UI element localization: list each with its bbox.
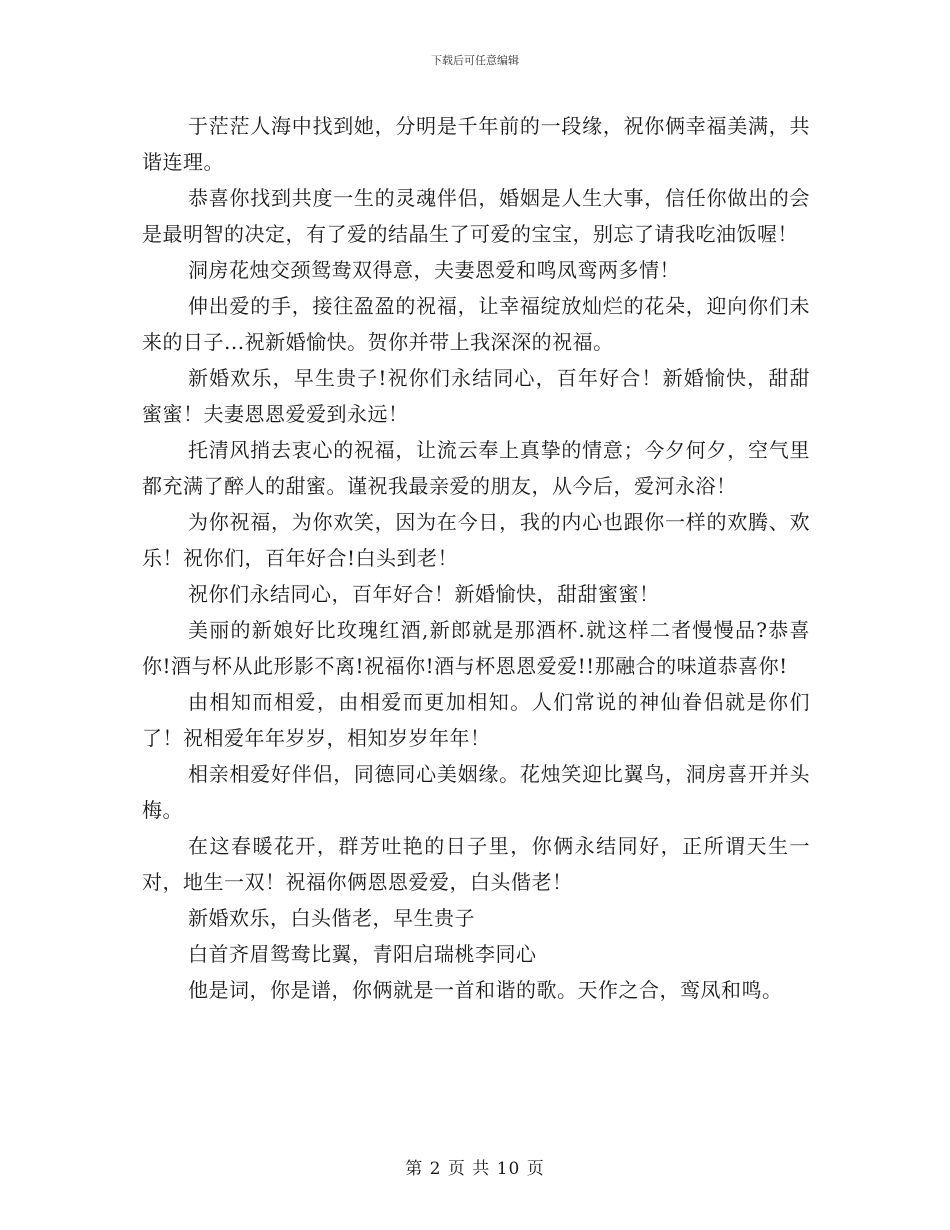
document-body xyxy=(142,108,810,1008)
page-number-footer: 第 2 页 共 10 页 xyxy=(405,1159,545,1179)
paragraph: 为你祝福，为你欢笑，因为在今日，我的内心也跟你一样的欢腾、欢乐！祝你们，百年好合!白头到老！ xyxy=(142,510,810,570)
paragraph: 伸出爱的手，接往盈盈的祝福，让幸福绽放灿烂的花朵，迎向你们未来的日子...祝新婚愉快。贺你并带上我深深的祝福。 xyxy=(142,294,810,354)
paragraph: 美丽的新娘好比玫瑰红酒,新郎就是那酒杯.就这样二者慢慢品?恭喜你!酒与杯从此形影不离!祝福你!酒与杯恩恩爱爱!!那融合的味道恭喜你! xyxy=(142,618,810,678)
paragraph: 祝你们永结同心，百年好合！新婚愉快，甜甜蜜蜜！ xyxy=(188,582,660,606)
paragraph: 在这春暖花开，群芳吐艳的日子里，你俩永结同好，正所谓天生一对，地生一双！祝福你俩恩恩爱爱，白头偕老！ xyxy=(142,834,810,894)
paragraph: 洞房花烛交颈鸳鸯双得意，夫妻恩爱和鸣凤鸾两多情！ xyxy=(188,258,680,282)
paragraph: 由相知而相爱，由相爱而更加相知。人们常说的神仙眷侣就是你们了！祝相爱年年岁岁，相知岁岁年年！ xyxy=(142,690,810,750)
paragraph: 相亲相爱好伴侣，同德同心美姻缘。花烛笑迎比翼鸟，洞房喜开并头梅。 xyxy=(142,762,810,822)
paragraph: 恭喜你找到共度一生的灵魂伴侣，婚姻是人生大事，信任你做出的会是最明智的决定，有了爱的结晶生了可爱的宝宝，别忘了请我吃油饭喔！ xyxy=(142,186,810,246)
paragraph: 托清风捎去衷心的祝福，让流云奉上真挚的情意；今夕何夕，空气里都充满了醉人的甜蜜。谨祝我最亲爱的朋友，从今后，爱河永浴！ xyxy=(142,438,810,498)
paragraph: 新婚欢乐，早生贵子!祝你们永结同心，百年好合！新婚愉快，甜甜蜜蜜！夫妻恩恩爱爱到永远！ xyxy=(142,366,810,426)
paragraph: 新婚欢乐，白头偕老，早生贵子 xyxy=(188,906,475,930)
page-header: 下载后可任意编辑 xyxy=(431,54,519,67)
paragraph: 白首齐眉鸳鸯比翼，青阳启瑞桃李同心 xyxy=(188,942,537,966)
paragraph: 他是词，你是谱，你俩就是一首和谐的歌。天作之合，鸾凤和鸣。 xyxy=(188,978,783,1002)
paragraph: 于茫茫人海中找到她，分明是千年前的一段缘，祝你俩幸福美满，共谐连理。 xyxy=(142,114,810,174)
